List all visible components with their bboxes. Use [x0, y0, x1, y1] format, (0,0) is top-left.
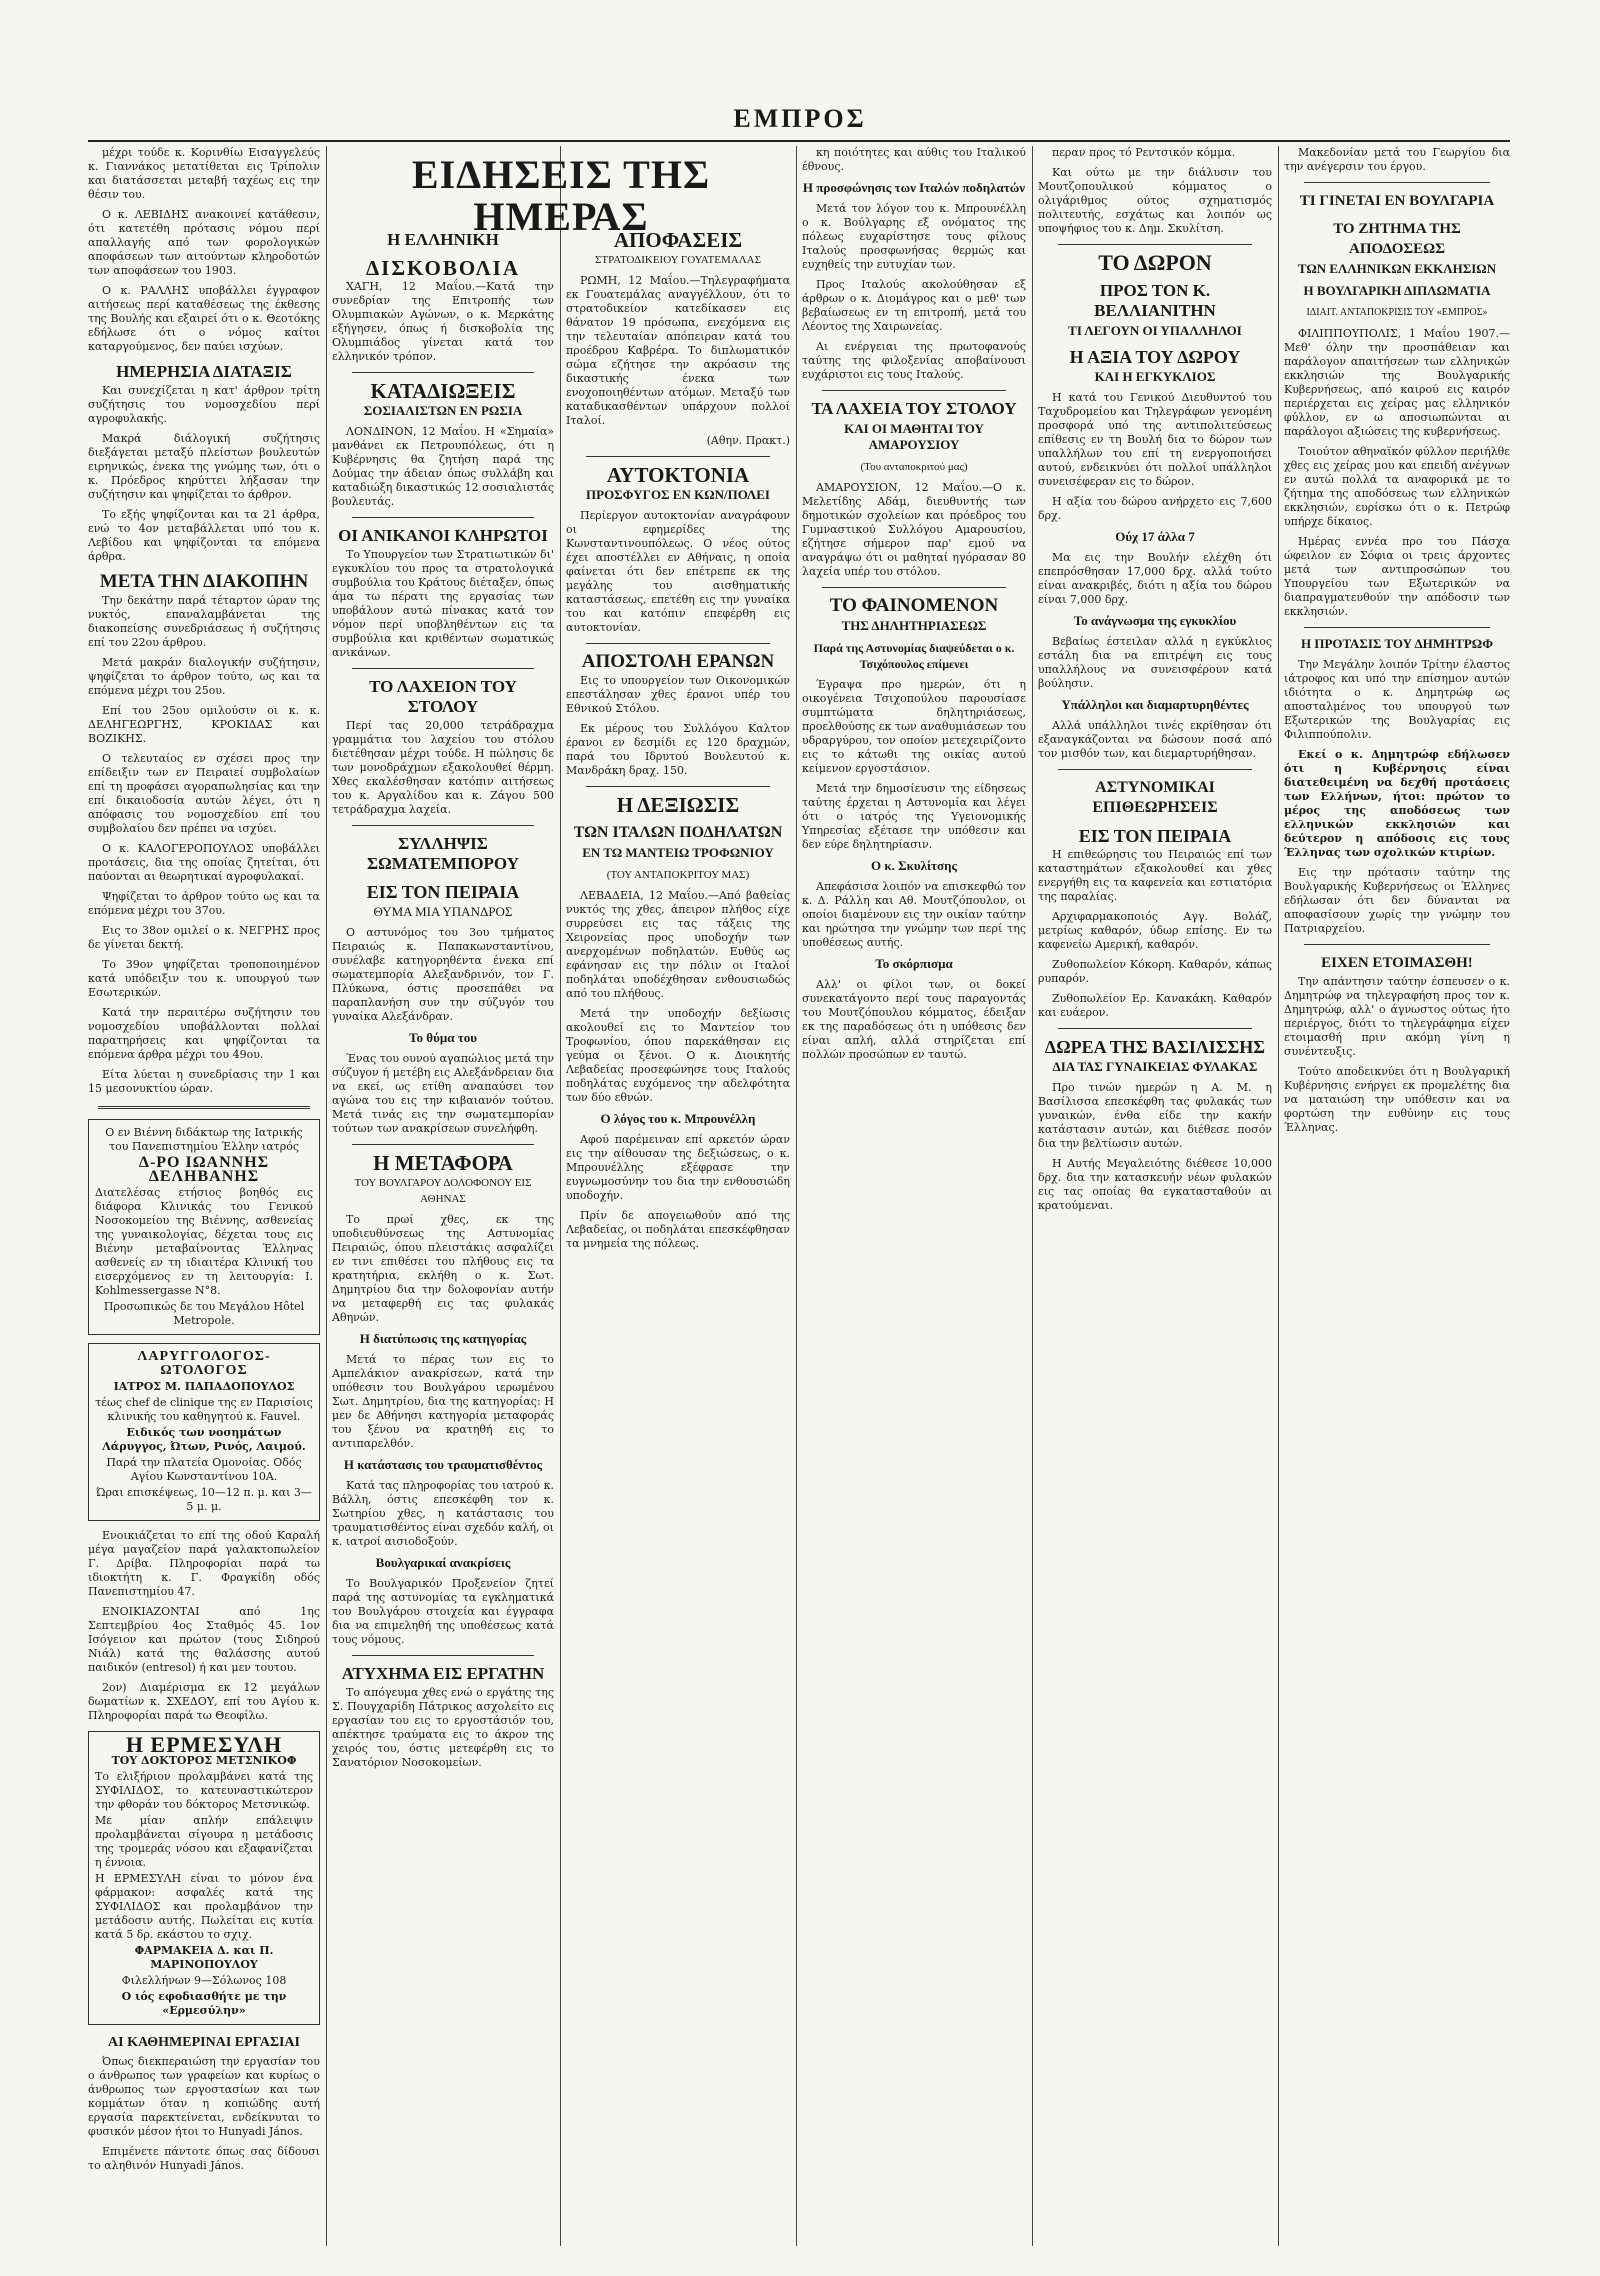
divider: [822, 390, 1006, 391]
paragraph: Κατά τας πληροφορίας του ιατρού κ. Βάλλη, όστις επεσκέφθη τον κ. Σωτηρίου χθες, η κατάστασις του τραυματισθέντος είναι σχεδόν καλή, οι κ. ιατροί αισιοδοξούν.: [332, 1479, 554, 1548]
section-subheading: Ο κ. Σκυλίτσης: [871, 858, 957, 873]
section-heading: ΤΟ ΦΑΙΝΟΜΕΝΟΝ: [829, 595, 999, 616]
ad-title: Η ΕΡΜΕΣΥΛΗ: [125, 1732, 283, 1757]
column-2: [332, 222, 554, 2256]
paragraph: Κατά την περαιτέρω συζήτησιν του νομοσχεδίου υποβάλλονται πολλαί παρατηρήσεις και ψηφίζονται τα επόμενα άρθρα μέχρι του 49ου.: [88, 1006, 320, 1061]
section-heading: ΤΙ ΓΙΝΕΤΑΙ ΕΝ ΒΟΥΛΓΑΡΙΑ: [1299, 193, 1495, 209]
paragraph: Η αξία του δώρου ανήρχετο εις 7,600 δρχ.: [1038, 495, 1272, 522]
paragraph: Το 39ον ψηφίζεται τροποποιημένον κατά υπόδειξιν του κ. υπουργού των Εσωτερικών.: [88, 958, 320, 999]
divider: [98, 1106, 310, 1109]
paragraph: Την Μεγάλην λοιπόν Τρίτην έλαστος ιάτροφος και υπό την επίσημον αυτών ιδιότητα ο κ. Δημητρώφ ως αποσταλμένος του υπουργού των Εξωτερικών της Βουλγαρίας εις Φιλιππούπολιν.: [1284, 658, 1510, 741]
divider: [586, 456, 770, 457]
masthead-title: ΕΜΠΡΟΣ: [733, 104, 867, 133]
ad-text: Η ΕΡΜΕΣΥΛΗ είναι το μόνον ένα φάρμακον: ασφαλές κατά της ΣΥΦΙΛΙΔΟΣ και προλαμβάνον την μετάδοσιν αυτής. Πωλείται εις κυτία κατά 5 δρ. εκάστου το σχιχ.: [95, 1872, 313, 1941]
ad-text: Ο εν Βιέννη διδάκτωρ της Ιατρικής του Πανεπιστημίου Έλλην ιατρός: [105, 1126, 303, 1153]
section-heading: ΔΙΣΚΟΒΟΛΙΑ: [365, 256, 521, 280]
section-heading: ΤΟ ΖΗΤΗΜΑ ΤΗΣ ΑΠΟΔΟΣΕΩΣ: [1333, 221, 1461, 257]
paragraph: Τούτο αποδεικνύει ότι η Βουλγαρική Κυβέρνησις ενήργει εκ προμελέτης δια να ματαιώση την υπόθεσιν και να φορτώση την ευθύνην εις τους Έλληνας.: [1284, 1065, 1510, 1134]
paragraph: ΦΙΛΙΠΠΟΥΠΟΛΙΣ, 1 Μαΐου 1907.—Μεθ' όλην την προσπάθειαν και παράλογον απαιτήσεων των ελληνικών εκκλησιών της Βουλγαρικής Κυβερνήσεως, από καιρού εις καιρόν περιέρχεται εις χείρας μας ελληνικόν φύλλον, εν ω αποσιωπώνται αι παράλογοι αξιώσεις της κυβερνήσεως.: [1284, 327, 1510, 438]
ad-text: ΙΑΤΡΟΣ Μ. ΠΑΠΑΔΟΠΟΥΛΟΣ: [113, 1380, 295, 1393]
section-subheading: Το σκόρπισμα: [875, 956, 953, 971]
ad-text: Ώραι επισκέψεως, 10—12 π. μ. και 3—5 μ. μ.: [96, 1486, 312, 1513]
section-heading: ΔΩΡΕΑ ΤΗΣ ΒΑΣΙΛΙΣΣΗΣ: [1044, 1037, 1266, 1057]
section-subheading: Παρά της Αστυνομίας διαψεύδεται ο κ. Τσιχόπουλος επίμενει: [813, 641, 1015, 671]
paragraph: Αλλ' οι φίλοι των, οι δοκεί συνεκατάγοντο περί τους παραγοντάς του Μουτζόπουλου κόμματος, έδειξαν εκ της παραδόσεως ότι η υπόθεσις δεν είναι απλή, αλλά στηρίζεται επί πολλών προσώπων εν ταυτώ.: [802, 978, 1026, 1061]
ad-text: Το ελιξήριον προλαμβάνει κατά της ΣΥΦΙΛΙΔΟΣ, το κατευναστικώτερον την φθοράν του δόκτορος Μετσνικώφ.: [95, 1770, 313, 1811]
column-divider: [796, 146, 797, 2246]
paragraph: Επιμένετε πάντοτε όπως σας δίδουσι το αληθινόν Hunyadi János.: [88, 2145, 320, 2172]
paragraph: Ο τελευταίος εν σχέσει προς την επίδειξιν των εν Πειραιεί συμβολαίων επί τη προφάσει αγοραπωλησίας και την επί δικαιοδοσία αυτών λέγει, ότι η απόφασις του νομοσχεδίου επί του συμβολαίου δεν πρέπει να ισχύει.: [88, 752, 320, 835]
ad-text: ΤΟΥ ΔΟΚΤΟΡΟΣ ΜΕΤΣΝΙΚΟΦ: [111, 1754, 297, 1767]
paragraph: μέχρι τούδε κ. Κορινθίω Εισαγγελεύς κ. Γιαννάκος μετατίθεται εις Τρίπολιν και διατάσσεται μεταβή ταχέως εις την θέσιν του.: [88, 146, 320, 201]
source-note: ΙΔΙΑΙΤ. ΑΝΤΑΠΟΚΡΙΣΙΣ ΤΟΥ «ΕΜΠΡΟΣ»: [1306, 307, 1488, 318]
section-heading: ΟΙ ΑΝΙΚΑΝΟΙ ΚΛΗΡΩΤΟΙ: [338, 526, 548, 545]
column-6: [1284, 146, 1510, 2256]
paragraph: Εις το 38ον ομιλεί ο κ. ΝΕΓΡΗΣ προς δε γίνεται δεκτή.: [88, 924, 320, 951]
paragraph: Εκ μέρους του Συλλόγου Καλτον έρανοι εν δεσμίδι ες 120 δραχμών, παρά του Ιδρυτού Βουλευτού κ. Μανδράκη δραχ. 150.: [566, 722, 790, 777]
section-subheading: ΔΙΑ ΤΑΣ ΓΥΝΑΙΚΕΙΑΣ ΦΥΛΑΚΑΣ: [1052, 1059, 1258, 1074]
paragraph: ΡΩΜΗ, 12 Μαΐου.—Τηλεγραφήματα εκ Γουατεμάλας αναγγέλλουν, ότι το στρατοδικείον κατεδίκασεν εις θάνατον 19 πρόσωπα, ενεχόμενα εις την τελευταίαν απόπειραν κατά του προέδρου Καβρέρα. Το διπλωματικόν σώμα εζήτησε την ακρόασιν της δικαστικής ένεκα των ενοχοποιηθέντων ατόμων. Μεταξύ των καταδικασθέντων υπάρχουν πολλοί Ιταλοί.: [566, 274, 790, 427]
ad-text: Προσωπικώς δε του Μεγάλου Hôtel Metropole.: [103, 1300, 305, 1327]
section-subheading: ΕΝ ΤΩ ΜΑΝΤΕΙΩ ΤΡΟΦΩΝΙΟΥ: [582, 845, 774, 860]
section-heading: ΤΑ ΛΑΧΕΙΑ ΤΟΥ ΣΤΟΛΟΥ: [811, 399, 1017, 418]
divider: [1304, 944, 1490, 945]
paragraph: Εκεί ο κ. Δημητρώφ εδήλωσεν ότι η Κυβέρνησις είναι διατεθειμένη να δεχθή προτάσεις των Ελλήνων, ήτοι: πρώτον το μέρος της αποδόσεως των ελληνικών εκκλησιών και δεύτερον η απόδοσις εις τους Έλληνας των σχολικών κτιρίων.: [1284, 748, 1510, 859]
news-banner: [332, 146, 790, 239]
ad-text: Ειδικός των νοσημάτων Λάρυγγος, Ώτων, Ρινός, Λαιμού.: [102, 1426, 306, 1453]
divider: [352, 668, 534, 669]
section-subheading: Η ΒΟΥΛΓΑΡΙΚΗ ΔΙΠΛΩΜΑΤΙΑ: [1303, 283, 1491, 298]
ad-text: Με μίαν απλήν επάλειψιν προλαμβάνεται σίγουρα η μετάδοσις της τρομεράς νόσου και εξαφανίζεται η έννοια.: [95, 1814, 313, 1869]
paragraph: Περί τας 20,000 τετράδραχμα γραμμάτια του λαχείου του στόλου διετέθησαν μέχρι τούδε. Η πώλησις δε των μονοδράχμων εξακολουθεί θέρμη. Χθες εκαλέσθησαν κατόπιν αιτήσεως του κ. Αργαλίδου και κ. Ζάγου 500 τετράδραχμα λαχεία.: [332, 719, 554, 816]
paragraph: Και ούτω με την διάλυσιν του Μουτζοπουλικού κόμματος ο ολιγάριθμος ούτος σχηματισμός πολιτευτής, εσχάτως και λοιπόν ως υποψήφιος του κ. Δημ. Σκυλίτση.: [1038, 166, 1272, 235]
paragraph: Την δεκάτην παρά τέταρτον ώραν της νυκτός, επαναλαμβάνεται της διακοπείσης συνεδριάσεως ή συζήτησις επί του 22ου άρθρου.: [88, 594, 320, 649]
paragraph: Το απόγευμα χθες ενώ ο εργάτης της Σ. Πουγχαρίδη Πάτρικος ασχολείτο εις εργασίαν του εις το εργοστάσιόν του, απέκτησε τραύματα εις το άκρον της χειρός του, όστις μετεφέρθη εις το Σανατόριον Νοσοκομείων.: [332, 1686, 554, 1769]
paragraph: Το εξής ψηφίζονται και τα 21 άρθρα, ενώ το 4ον μεταβάλλεται υπό του κ. Λεβίδου και ψηφίζονται τα επόμενα άρθρα.: [88, 508, 320, 563]
paragraph: Το πρωί χθες, εκ της υποδιευθύνσεως της Αστυνομίας Πειραιώς, όπου πλειστάκις ασφαλίζει εν τινι επιθέσει του πλήθους εις τα κρατητήρια, εκλήθη ο κ. Σωτ. Δημητρίου δια την δολοφονίαν αυτήν να μεταφερθή εις τας φυλακάς Αθηνών.: [332, 1213, 554, 1324]
paragraph: Ένας του ουνού αγαπώλιος μετά την σύζυγον ή μετέβη εις Αλεξάνδρειαν δια να εκεί, ως ετίθη αναπαύσει τον αγώνα του εις την κιβαιανόν τούτου. Μετά τινάς εις την σωματεμπορίαν τούτων των ανακρίσεων συνελήφθη.: [332, 1052, 554, 1135]
section-heading: ΑΥΤΟΚΤΟΝΙΑ: [606, 463, 750, 487]
section-heading: ΑΣΤΥΝΟΜΙΚΑΙ ΕΠΙΘΕΩΡΗΣΕΙΣ: [1092, 779, 1218, 816]
advertisement-laryngologist: [88, 1343, 320, 1521]
column-divider: [1278, 146, 1279, 2246]
paragraph: περαν προς τό Ρεντσικόν κόμμα.: [1052, 146, 1236, 159]
paragraph: Απεφάσισα λοιπόν να επισκεφθώ τον κ. Δ. Ράλλη και Αθ. Μουτζόπουλον, οι οποίοι διαμένουν εις την οικίαν ταύτην και ηρώτησα την γνώμην των περί της υποθέσεως αυτής.: [802, 880, 1026, 949]
column-1: [88, 146, 320, 2256]
divider: [352, 372, 534, 373]
ad-text: ΦΑΡΜΑΚΕΙΑ Δ. και Π. ΜΑΡΙΝΟΠΟΥΛΟΥ: [134, 1944, 274, 1971]
paragraph: Η Αυτής Μεγαλειότης διέθεσε 10,000 δρχ. δια την κατασκευήν νέων φυλακών εις τας οποίας θα εγκατασταθούν αι κρατούμεναι.: [1038, 1157, 1272, 1212]
section-heading: ΤΟ ΛΑΧΕΙΟΝ ΤΟΥ ΣΤΟΛΟΥ: [369, 677, 517, 716]
divider: [1304, 627, 1490, 628]
paragraph: ΑΜΑΡΟΥΣΙΟΝ, 12 Μαΐου.—Ο κ. Μελετίδης Αδάμ, διευθυντής των δημοτικών σχολείων και πρόεδρος του Γυμναστικού Συλλόγου Αμαρουσίου, εζήτησε σήμερον παρ' εμού να αναγράψω ότι οι μαθηταί ηγόρασαν 80 λαχεία υπέρ του στόλου.: [802, 481, 1026, 578]
section-subheading: Η κατάστασις του τραυματισθέντος: [343, 1457, 543, 1472]
section-subheading: Ούχ 17 άλλα 7: [1115, 529, 1195, 544]
section-subheading: ΣΤΡΑΤΟΔΙΚΕΙΟΥ ΓΟΥΑΤΕΜΑΛΑΣ: [594, 254, 762, 266]
section-heading: ΤΩΝ ΙΤΑΛΩΝ ΠΟΔΗΛΑΤΩΝ: [573, 824, 783, 841]
paragraph: Μετά μακράν διαλογικήν συζήτησιν, ψηφίζεται το άρθρον τούτο, ως και τα επόμενα μέχρι του 25ου.: [88, 656, 320, 697]
ad-text: Φιλελλήνων 9—Σόλωνος 108: [121, 1974, 287, 1987]
paragraph: Τοιούτον αθηναϊκόν φύλλον περιήλθε χθες εις χείρας μου και επειδή ανέγνων εν αυτώ πολλά τα αναφορικά με το ζήτημα της αποδόσεως των ελληνικών εκκλησιών, ευρίσκω ότι ο κ. Πετρώφ υπήρχε δίκαιος.: [1284, 445, 1510, 528]
classified-ad: Ενοικιάζεται το επί της οδού Καραλή μέγα μαγαζείον παρά γαλακτοπωλείον Γ. Δρίβα. Πληροφορίαι παρά τω ιδιοκτήτη κ. Γ. Φραγκίδη οδός Πανεπιστημίου 47.: [88, 1529, 320, 1598]
ad-title: ΛΑΡΥΓΓΟΛΟΓΟΣ-ΩΤΟΛΟΓΟΣ: [137, 1349, 271, 1378]
advertisement-doctor: [88, 1119, 320, 1335]
section-heading: ΑΠΟΣΤΟΛΗ ΕΡΑΝΩΝ: [581, 651, 775, 672]
divider: [586, 786, 770, 787]
section-subheading: ΠΡΟΣΦΥΓΟΣ ΕΝ ΚΩΝ/ΠΟΛΕΙ: [586, 487, 770, 502]
divider: [352, 825, 534, 826]
paragraph: Ο κ. ΛΕΒΙΔΗΣ ανακοινεί κατάθεσιν, ότι κατετέθη πρότασις νόμου περί απαλλαγής από των φορολογικών αποφάσεων των αιτούντων κληροδοτών των αποφάσεων του 1903.: [88, 208, 320, 277]
section-subheading: Η προσφώνησις των Ιταλών ποδηλατών: [802, 180, 1026, 195]
paragraph: Μετά την υποδοχήν δεξίωσις ακολουθεί εις το Μαντείον του Τροφωνίου, όπου παρεκάθησαν εις γεύμα οι ξένοι. Ο κ. Διοικητής Λεβαδείας προσεφώνησε τους Ιταλούς ποδηλάτας ευχόμενος την αδελφότητα των δύο εθνών.: [566, 1007, 790, 1104]
section-subheading: Το θύμα του: [409, 1030, 477, 1045]
column-3: [566, 222, 790, 2256]
divider: [352, 517, 534, 518]
paragraph: Η επιθεώρησις του Πειραιώς επί των καταστημάτων εξακολουθεί και χθες ενεργήθη εις τα καφενεία και εστιατόρια της παραλίας.: [1038, 848, 1272, 903]
section-subheading: ΣΟΣΙΑΛΙΣΤΩΝ ΕΝ ΡΩΣΙΑ: [363, 403, 523, 418]
paragraph: Μετά το πέρας των εις το Αμπελάκιον ανακρίσεων, κατά την υπόθεσιν του Βουλγάρου ιερωμένου Σωτ. Δημητρίου, δια της κατηγορίας: Η μεν δε Αθήνησι κατηγορία μεταφοράς του ξένου να κρατηθή εις το αντιπαρελθόν.: [332, 1353, 554, 1450]
section-subheading: Βουλγαρικαί ανακρίσεις: [375, 1555, 511, 1570]
section-heading: ΑΤΥΧΗΜΑ ΕΙΣ ΕΡΓΑΤΗΝ: [341, 1664, 545, 1683]
source-note: (ΤΟΥ ΑΝΤΑΠΟΚΡΙΤΟΥ ΜΑΣ): [606, 869, 750, 881]
ad-text: Ο ιός εφοδιασθήτε με την «Ερμεσύλην»: [121, 1990, 287, 2017]
paragraph: Το Βουλγαρικόν Προξενείον ζητεί παρά της αστυνομίας τα εγκληματικά του Βουλγάρου στοιχεία και έγγραφα δια να επιμεληθή της υποθέσεως κατά τους νόμους.: [332, 1577, 554, 1646]
column-divider: [1032, 146, 1033, 2246]
divider: [1058, 1028, 1252, 1029]
divider: [1304, 182, 1490, 183]
divider: [352, 1655, 534, 1656]
divider: [352, 1144, 534, 1145]
column-5: [1038, 146, 1272, 2256]
paragraph: Η κατά του Γενικού Διευθυντού του Ταχυδρομείου και Τηλεγράφων γενομένη προσφορά υπό της αντιπολιτεύσεως επίθεσις εν τη Βουλή δια το δώρον των υπαλλήλων του επί τη ενεργοποιήσει αυτού, ενδεικνύει ότι πολλοί υπάλληλοι συνεισέφεραν εις το δώρον.: [1038, 391, 1272, 488]
paragraph: Και συνεχίζεται η κατ' άρθρον τρίτη συζήτησις του νομοσχεδίου περί αγροφυλακής.: [88, 384, 320, 425]
divider: [822, 587, 1006, 588]
advertisement-ermesyli: [88, 1731, 320, 2025]
paragraph: Ζυθοπωλείον Κόκορη. Καθαρόν, κάπως ρυπαρόν.: [1038, 958, 1272, 985]
paragraph: Ο κ. ΚΑΛΟΓΕΡΟΠΟΥΛΟΣ υποβάλλει προτάσεις, δια της οποίας ζητείται, ότι παύονται αι θεωρητικαί αγροφυλακαί.: [88, 842, 320, 883]
top-rule: [88, 140, 1510, 142]
paragraph: Εις την πρότασιν ταύτην της Βουλγαρικής Κυβερνήσεως οι Έλληνες εδήλωσαν ότι δεν δύνανται να αποφασίσουν χωρίς την γνώμην του Πατριαρχείου.: [1284, 866, 1510, 935]
column-4: [802, 146, 1026, 2256]
column-divider: [326, 146, 327, 2246]
section-subheading: Η διατύπωσις της κατηγορίας: [359, 1331, 527, 1346]
section-heading: ΤΟ ΔΩΡΟΝ: [1098, 250, 1212, 275]
section-heading: ΣΥΛΛΗΨΙΣ ΣΩΜΑΤΕΜΠΟΡΟΥ: [366, 834, 519, 873]
ad-text: τέως chef de clinique της εν Παρισίοις κλινικής του καθηγητού κ. Fauvel.: [95, 1396, 313, 1423]
paragraph: Είτα λύεται η συνεδρίασις την 1 και 15 μεσονυκτίου ώραν.: [88, 1068, 320, 1095]
paragraph: Μετά την δημοσίευσιν της είδησεως ταύτης έρχεται η Αστυνομία και λέγει ότι ο ιατρός της Υγειονομικής Υπηρεσίας εξέτασε την υπόθεσιν και δεν εύρε δηλητηρίασιν.: [802, 782, 1026, 851]
classified-ad: ΕΝΟΙΚΙΑΖΟΝΤΑΙ από 1ης Σεπτεμβρίου 4ος Σταθμός 45. 1ον Ισόγειον και πρώτον (τους Σιδηρού Νιάλ) κατά της θαλάσσης αυτού παιδικόν (entresol) ή και μεν τουτου.: [88, 1605, 320, 1674]
section-heading: Η ΑΞΙΑ ΤΟΥ ΔΩΡΟΥ: [1069, 347, 1241, 367]
paragraph: ΛΟΝΔΙΝΟΝ, 12 Μαΐου. Η «Σημαία» μανθάνει εκ Πετρουπόλεως, ότι η Κυβέρνησις θα ζητήση παρά της Δούμας την άδειαν όπως συλλάβη και καταδιώξη δικαστικώς 12 σοσιαλιστάς βουλευτάς.: [332, 425, 554, 508]
paragraph: κη ποιότητες και αύθις του Ιταλικού έθνους.: [802, 146, 1026, 173]
paragraph: Προ τινών ημερών η Α. Μ. η Βασίλισσα επεσκέφθη τας φυλακάς των γυναικών, ένθα είδε την κακήν κατάστασιν αυτών, και διέθεσε ποσόν δια την βελτίωσιν αυτών.: [1038, 1081, 1272, 1150]
paragraph: Αι ενέργειαι της πρωτοφανούς ταύτης της φιλοξενίας αποβαίνουσι ευχάριστοι εις τους Ιταλούς.: [802, 340, 1026, 381]
paragraph: Έγραψα προ ημερών, ότι η οικογένεια Τσιχοπούλου παρουσίασε συμπτώματα δηλητηριάσεως, προελθούσης εκ των αναθυμιάσεων του υδραργύρου, τον οποίον μετεχειρίζοντο εις το κάτωθι της οικίας αυτού κείμενον εργοστάσιον.: [802, 678, 1026, 775]
section-subheading: ΘΥΜΑ ΜΙΑ ΥΠΑΝΔΡΟΣ: [373, 904, 513, 919]
section-subheading: ΚΑΙ Η ΕΓΚΥΚΛΙΟΣ: [1094, 369, 1216, 384]
paragraph: Όπως διεκπεραιώση την εργασίαν του ο άνθρωπος των γραφείων και κυρίως ο άνθρωπος των εργοστασίων και των κομμάτων όταν η κοπιώδης αυτή εργασία παρεκτείνεται, ενδείκνυται το φυσικόν μέσον ήτοι το Hunyadi János.: [88, 2055, 320, 2138]
divider: [586, 643, 770, 644]
paragraph: ΛΕΒΑΔΕΙΑ, 12 Μαΐου.—Από βαθείας νυκτός της χθες, άπειρον πλήθος είχε συρρεύσει εις τας τάξεις της Χειρονείας προς υποδοχήν των ανερχομένων ποδηλατών. Ευθύς ως εφάνησαν εις την πόλιν οι Ιταλοί ποδηλάται υποδέχθησαν ενθουσιωδώς από του πλήθους.: [566, 889, 790, 1000]
paragraph: Αφού παρέμειναν επί αρκετόν ώραν εις την αίθουσαν της δεξιώσεως, ο κ. Μπρουνέλλης εξέφρασε την ευγνωμοσύνην του δια την ενθουσιώδη υποδοχήν.: [566, 1133, 790, 1202]
paragraph: Αρχιφαρμακοποιός Αγγ. Βολάζ, μετρίως καθαρόν, ύδωρ επίσης. Εν τω καφενείω Αμερική, καθαρόν.: [1038, 910, 1272, 951]
section-heading: ΕΙΧΕΝ ΕΤΟΙΜΑΣΘΗ!: [1321, 955, 1473, 971]
paragraph: Προς Ιταλούς ακολούθησαν εξ άρθρων ο κ. Διομάγρος και ο μεθ' των βεβαίωσεως εν τη επιτροπή, μετά του Λέοντος της Χαιρωνείας.: [802, 278, 1026, 333]
section-subheading: ΚΑΙ ΟΙ ΜΑΘΗΤΑΙ ΤΟΥ ΑΜΑΡΟΥΣΙΟΥ: [844, 421, 984, 452]
source-note: (Του ανταποκριτού μας): [860, 461, 968, 473]
ad-text: Παρά την πλατεία Ομονοίας. Οδός Αγίου Κωνσταντίνου 10Α.: [106, 1456, 302, 1483]
section-heading: ΗΜΕΡΗΣΙΑ ΔΙΑΤΑΞΙΣ: [116, 362, 292, 381]
section-subheading: ΤΟΥ ΒΟΥΛΓΑΡΟΥ ΔΟΛΟΦΟΝΟΥ ΕΙΣ ΑΘΗΝΑΣ: [354, 1177, 532, 1205]
column-divider: [560, 146, 561, 2246]
paragraph: Ο αστυνόμος του 3ου τμήματος Πειραιώς κ. Παπακωνσταντίνου, συνέλαβε κατηγορηθέντα ένεκα επί σωματεμπορία Αλεξανδρινόν, τον Γ. Πλύκωνα, όστις προσεπάθει να παραπλανήση συν την σύζυγόν του γυναίκα Αλεξάνδραν.: [332, 926, 554, 1023]
section-heading: ΑΙ ΚΑΘΗΜΕΡΙΝΑΙ ΕΡΓΑΣΙΑΙ: [108, 2035, 300, 2050]
section-subheading: ΤΩΝ ΕΛΛΗΝΙΚΩΝ ΕΚΚΛΗΣΙΩΝ: [1297, 261, 1497, 276]
paragraph: Μα εις την Βουλήν ελέχθη ότι επεπρόσθησαν 17,000 δρχ. αλλά τούτο είναι ανακριβές, διότι η αξία του δώρου είναι 7,000 δρχ.: [1038, 551, 1272, 606]
paragraph: Επί του 25ου ομιλούσιν οι κ. κ. ΔΕΛΗΓΕΩΡΓΗΣ, ΚΡΟΚΙΔΑΣ και ΒΟΖΙΚΗΣ.: [88, 704, 320, 745]
ad-title: Δ-ΡΟ ΙΩΑΝΝΗΣ ΔΕΛΗΒΑΝΗΣ: [138, 1154, 270, 1185]
classified-ad: 2ον) Διαμέρισμα εκ 12 μεγάλων δωματίων κ. ΣΧΕΔΟΥ, επί του Αγίου κ. Πληροφορίαι παρά τω Θεοφίλω.: [88, 1681, 320, 1722]
section-subheading: Το ανάγνωσμα της εγκυκλίου: [1073, 613, 1237, 628]
paragraph: Περίεργον αυτοκτονίαν αναγράφουν οι εφημερίδες της Κωνσταντινουπόλεως. Ο νέος ούτος έχει αποστέλλει εν Αθήναις, η οποία φαίνεται ότι δεν επέτρεπε εκ της μεγάλης του αισθηματικής καταστάσεως, επετέθη εις την γυναίκα του και κατόπιν επεφέρθη εις αυτοκτονίαν.: [566, 509, 790, 634]
paragraph: Μακρά διάλογική συζήτησις διεξάγεται μεταξύ πλείστων βουλευτών ειρηνικώς, ένεκα της γνώμης των, ότι ο κ. Πρόεδρος κηρύττει λήξασαν την συζήτησιν και ψηφίζεται το άρθρον.: [88, 432, 320, 501]
section-heading: ΑΠΟΦΑΣΕΙΣ: [613, 228, 743, 252]
paragraph: Ο κ. ΡΑΛΛΗΣ υποβάλλει έγγραφον αιτήσεως περί καταθέσεως της έκθεσης της Βουλής και εξαιρεί ότι ο κ. Θεοτόκης εδήλωσε ότι ο νόμος καίτοι καταργούμενος, δεν παύει ισχύων.: [88, 284, 320, 353]
paragraph: Μακεδονίαν μετά του Γεωργίου δια την ανέγερσιν του έργου.: [1284, 146, 1510, 173]
paragraph: Την απάντησιν ταύτην έσπευσεν ο κ. Δημητρώφ να τηλεγραφήση προς τον κ. Δημητρώφ, αλλ' ο άγνωστος ούτως ήτο περιέργος, διότι το τηλεγράφημα είχεν ετοιμασθή πριν ακόμη γίνη η συνέντευξις.: [1284, 975, 1510, 1058]
ad-text: Διατελέσας ετήσιος βοηθός εις διάφορα Κλινικάς του Γενικού Νοσοκομείου της Βιέννης, ασθενείας της γυναικολογίας, δέχεται τους εις Βιένην μεταβαίνοντας Έλληνας ασθενείς εν τη ιδιαιτέρα Κλινική του εισερχόμενος εν τη λειτουργία: I. Kohlmessergasse N°8.: [95, 1186, 313, 1297]
paragraph: Εις το υπουργείον των Οικονομικών επεστάλησαν χθες έρανοι υπέρ του Εθνικού Στόλου.: [566, 674, 790, 715]
banner-title: ΕΙΔΗΣΕΙΣ ΤΗΣ ΗΜΕΡΑΣ: [411, 152, 711, 239]
section-subheading: ΤΙ ΛΕΓΟΥΝ ΟΙ ΥΠΑΛΛΗΛΟΙ: [1068, 323, 1242, 338]
section-heading: Η ΜΕΤΑΦΟΡΑ: [373, 1151, 513, 1175]
paragraph: Ημέρας εννέα προ του Πάσχα ώφειλον εν Σόφια οι τρεις άρχοντες μετά των αντιπροσώπων του Υπουργείου των Εξωτερικών να διαπραγματευθούν την απόδοσιν των εκκλησιών.: [1284, 535, 1510, 618]
divider: [1058, 769, 1252, 770]
paragraph: Ζυθοπωλείον Ερ. Κανακάκη. Καθαρόν και ευάερον.: [1038, 992, 1272, 1019]
section-heading: ΠΡΟΣ ΤΟΝ Κ. ΒΕΛΛΙΑΝΙΤΗΝ: [1094, 281, 1216, 320]
section-heading: ΚΑΤΑΔΙΩΞΕΙΣ: [370, 379, 516, 403]
divider: [1058, 244, 1252, 245]
section-subheading: ΤΗΣ ΔΗΛΗΤΗΡΙΑΣΕΩΣ: [841, 618, 987, 633]
section-heading: ΕΙΣ ΤΟΝ ΠΕΙΡΑΙΑ: [366, 882, 520, 902]
source-note: (Αθην. Πρακτ.): [706, 434, 790, 447]
paragraph: Βεβαίως έστειλαν αλλά η εγκύκλιος εστάλη δια να επιτρέψη εις τους υπαλλήλους να συνεισφέρουν κατά βούλησιν.: [1038, 635, 1272, 690]
section-heading: ΕΙΣ ΤΟΝ ΠΕΙΡΑΙΑ: [1078, 826, 1232, 846]
section-heading: ΜΕΤΑ ΤΗΝ ΔΙΑΚΟΠΗΝ: [99, 571, 309, 592]
paragraph: ΧΑΓΗ, 12 Μαΐου.—Κατά την συνεδρίαν της Επιτροπής των Ολυμπιακών Αγώνων, ο κ. Μερκάτης εξήγησεν, όπως ή δισκοβολία της Ολυμπιάδος γίνεται κατά τον ελληνικόν τρόπον.: [332, 280, 554, 363]
section-subheading: Υπάλληλοι και διαμαρτυρηθέντες: [1061, 697, 1249, 712]
paragraph: Το Υπουργείον των Στρατιωτικών δι' εγκυκλίου του προς τα στρατολογικά συμβούλια του Κράτους διέταξεν, όπως άμα τω πέρατι της εργασίας των υποβάλουν αυτώ πίνακας κατά τον νόμον περί υποβληθέντων εις τα συμβούλια και κριθέντων σωματικώς ανικάνων.: [332, 548, 554, 659]
masthead: [0, 104, 1600, 134]
paragraph: Πρίν δε απογειωθούν από της Λεβαδείας, οι ποδηλάται επεσκέφθησαν τα μνημεία της πόλεως.: [566, 1209, 790, 1250]
section-heading: Η ΔΕΞΙΩΣΙΣ: [616, 793, 740, 817]
section-heading: Η ΕΛΛΗΝΙΚΗ: [387, 230, 499, 249]
section-subheading: Ο λόγος του κ. Μπρουνέλλη: [600, 1111, 756, 1126]
section-subheading: Η ΠΡΟΤΑΣΙΣ ΤΟΥ ΔΗΜΗΤΡΩΦ: [1301, 636, 1493, 651]
paragraph: Αλλά υπάλληλοι τινές εκρίθησαν ότι εξαναγκάζονται να δώσουν ποσά από τον μισθόν των, και διεμαρτυρήθησαν.: [1038, 719, 1272, 760]
paragraph: Μετά τον λόγον του κ. Μπρουνέλλη ο κ. Βούλγαρης εξ ονόματος της πόλεως ευχαρίστησε τους φίλους Ιταλούς προσφωνήσας θερμώς και ευχηθείς την ευτυχίαν των.: [802, 202, 1026, 271]
paragraph: Ψηφίζεται το άρθρον τούτο ως και τα επόμενα μέχρι του 37ου.: [88, 890, 320, 917]
